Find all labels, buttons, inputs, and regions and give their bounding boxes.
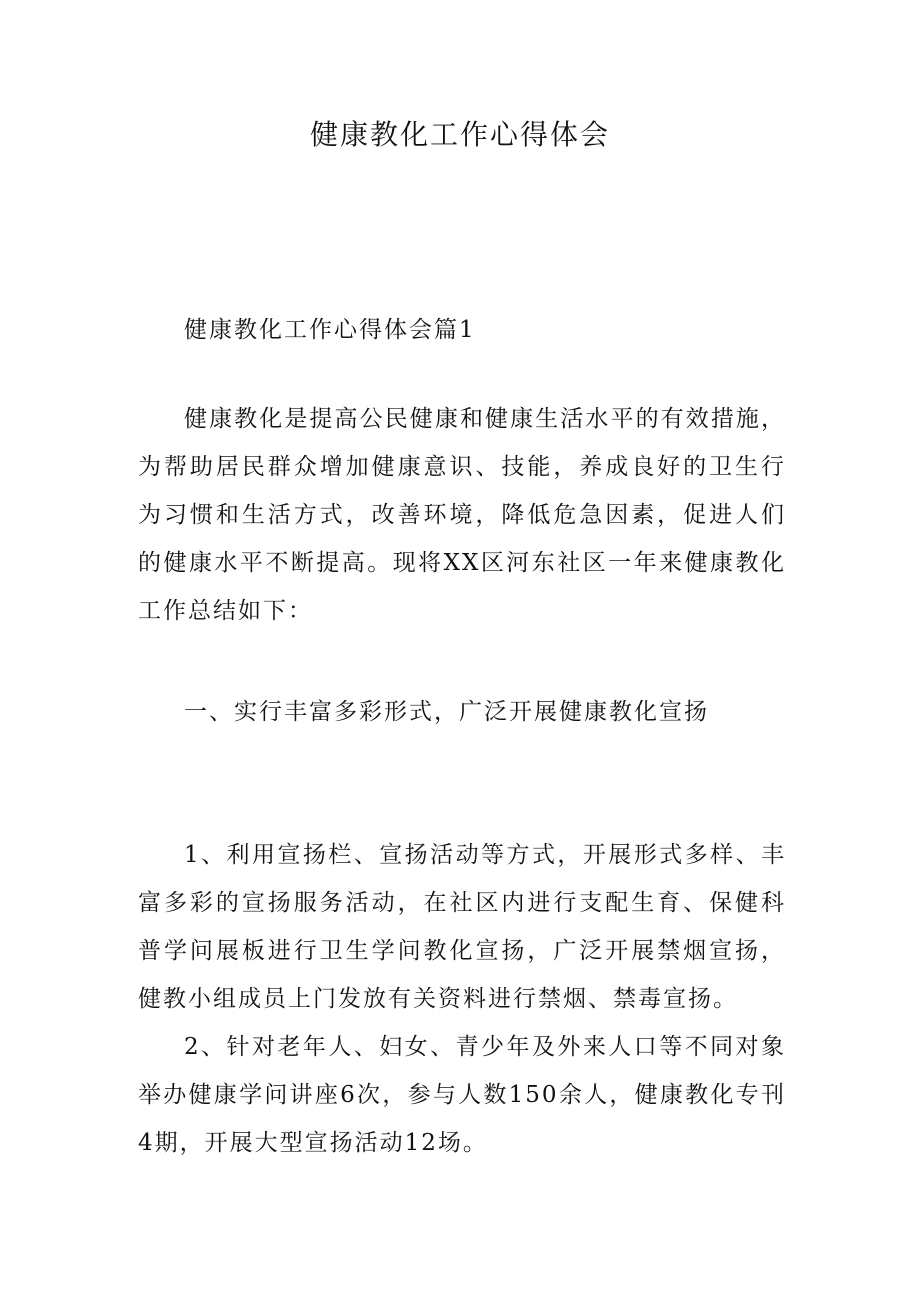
item-2-paragraph: 2、针对老年人、妇女、青少年及外来人口等不同对象举办健康学问讲座6次，参与人数150余人，健康教化专刊4期，开展大型宣扬活动12场。 <box>138 1034 786 1156</box>
item-1-paragraph: 1、利用宣扬栏、宣扬活动等方式，开展形式多样、丰富多彩的宣扬服务活动，在社区内进行支配生育、保健科普学问展板进行卫生学问教化宣扬，广泛开展禁烟宣扬，健教小组成员上门发放有关资料进行禁烟、禁毒宣扬。 <box>138 842 786 1012</box>
intro-paragraph: 健康教化是提高公民健康和健康生活水平的有效措施，为帮助居民群众增加健康意识、技能，养成良好的卫生行为习惯和生活方式，改善环境，降低危急因素，促进人们的健康水平不断提高。现将XX区河东社区一年来健康教化工作总结如下： <box>138 406 786 624</box>
document-title: 健康教化工作心得体会 <box>309 118 610 151</box>
heading-1: 一、实行丰富多彩形式，广泛开展健康教化宣扬 <box>184 699 709 725</box>
section-title: 健康教化工作心得体会篇1 <box>184 317 476 343</box>
